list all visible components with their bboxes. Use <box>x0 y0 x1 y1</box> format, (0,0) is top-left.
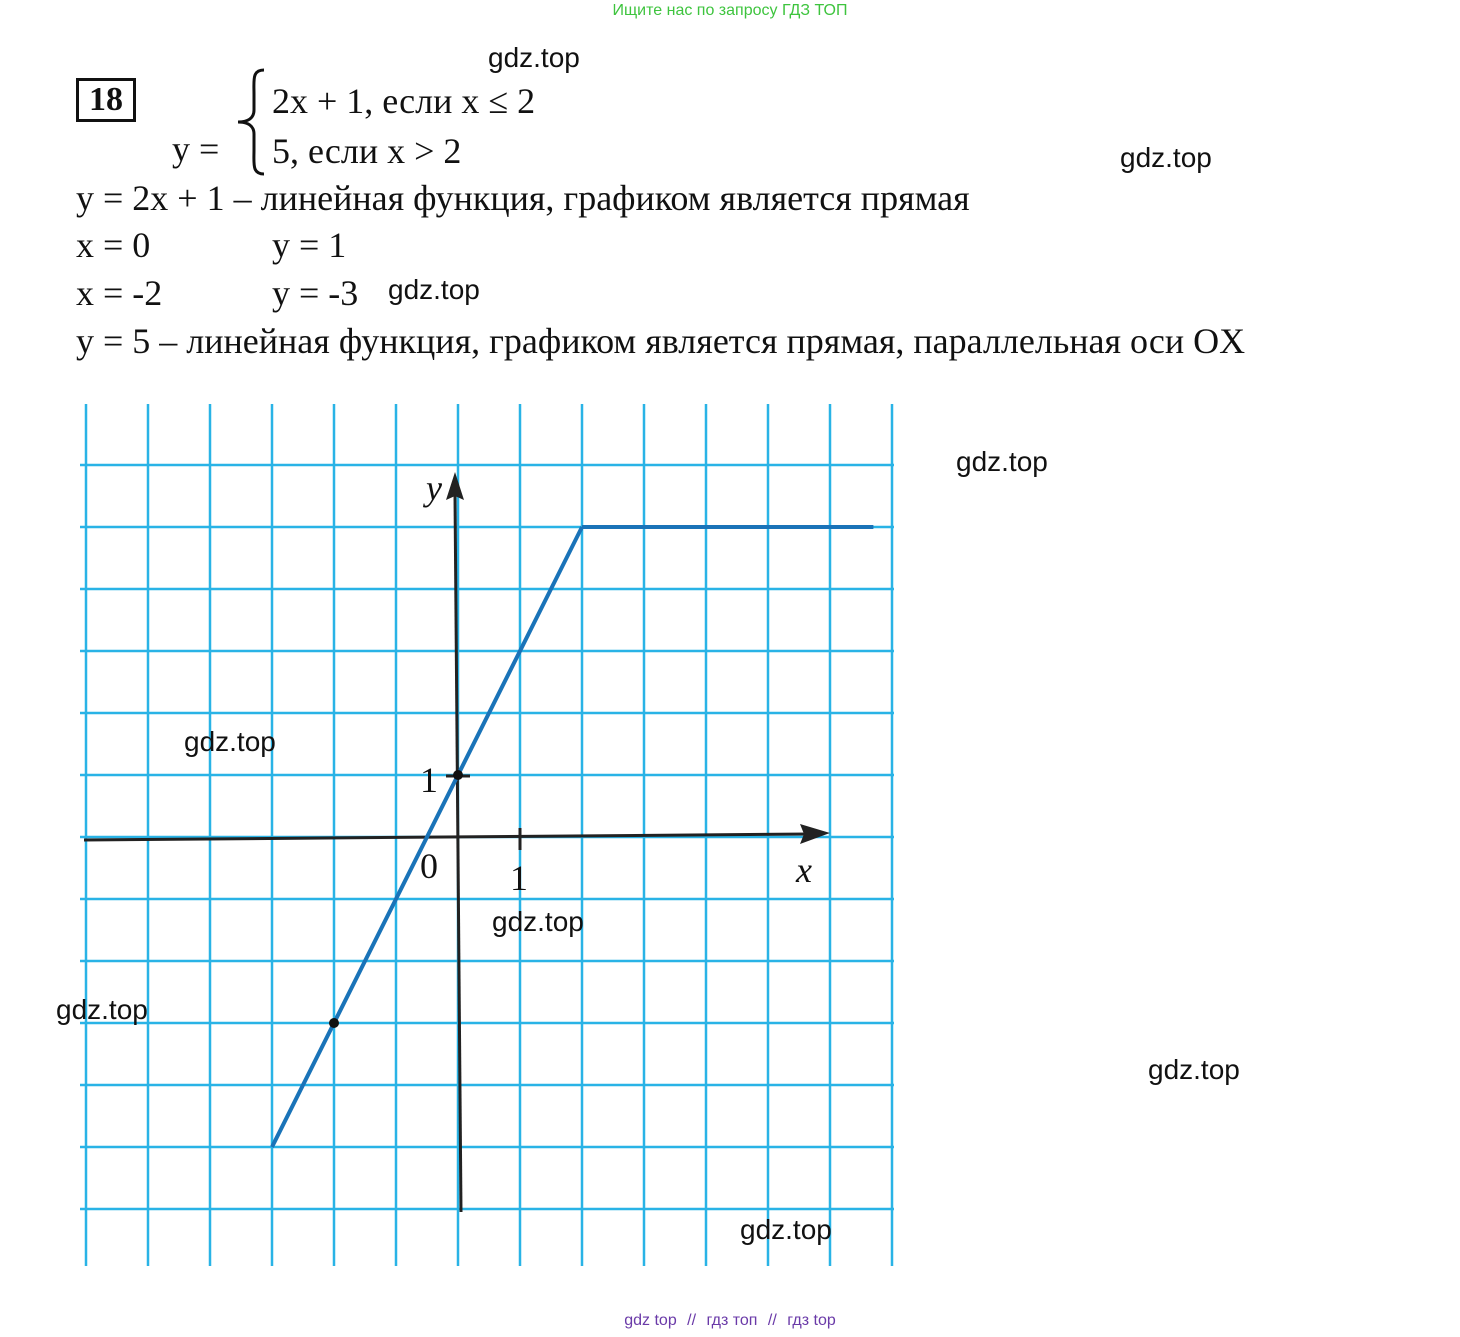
problem-number: 18 <box>76 78 136 122</box>
graph-point <box>453 770 463 780</box>
watermark: gdz.top <box>740 1214 832 1245</box>
system-case-2: 5, если x > 2 <box>272 131 462 171</box>
watermark: gdz.top <box>1120 142 1212 173</box>
system-case-1: 2x + 1, если x ≤ 2 <box>272 81 536 121</box>
footer-separator: // <box>687 1312 697 1329</box>
system-y-label: y = <box>172 129 220 169</box>
footer-links <box>0 1312 1460 1330</box>
y-axis-label: y <box>426 468 442 508</box>
solution-line-4: y = 5 – линейная функция, графиком является прямая, параллельная оси OX <box>76 321 1246 361</box>
footer-link-1[interactable]: gdz top <box>624 1312 677 1329</box>
footer-separator: // <box>767 1312 777 1329</box>
watermark: gdz.top <box>492 906 584 937</box>
y-tick-label: 1 <box>420 760 438 800</box>
watermark: gdz.top <box>1148 1054 1240 1085</box>
watermark: gdz.top <box>388 274 480 305</box>
watermark: gdz.top <box>56 994 148 1025</box>
watermark: gdz.top <box>488 42 580 73</box>
table-x1: x = -2 <box>76 273 163 313</box>
solution-line-1: y = 2x + 1 – линейная функция, графиком является прямая <box>76 178 970 218</box>
table-x0: x = 0 <box>76 225 151 265</box>
top-banner[interactable]: Ищите нас по запросу ГДЗ ТОП <box>612 2 848 19</box>
watermark: gdz.top <box>956 446 1048 477</box>
table-y1: y = -3 <box>272 273 359 313</box>
x-axis-label: x <box>796 850 812 890</box>
table-y0: y = 1 <box>272 225 347 265</box>
footer-link-3[interactable]: гдз top <box>787 1312 836 1329</box>
x-tick-label: 1 <box>510 858 528 898</box>
graph-point <box>329 1018 339 1028</box>
origin-label: 0 <box>420 846 438 886</box>
watermark: gdz.top <box>184 726 276 757</box>
footer-link-2[interactable]: гдз топ <box>706 1312 758 1329</box>
